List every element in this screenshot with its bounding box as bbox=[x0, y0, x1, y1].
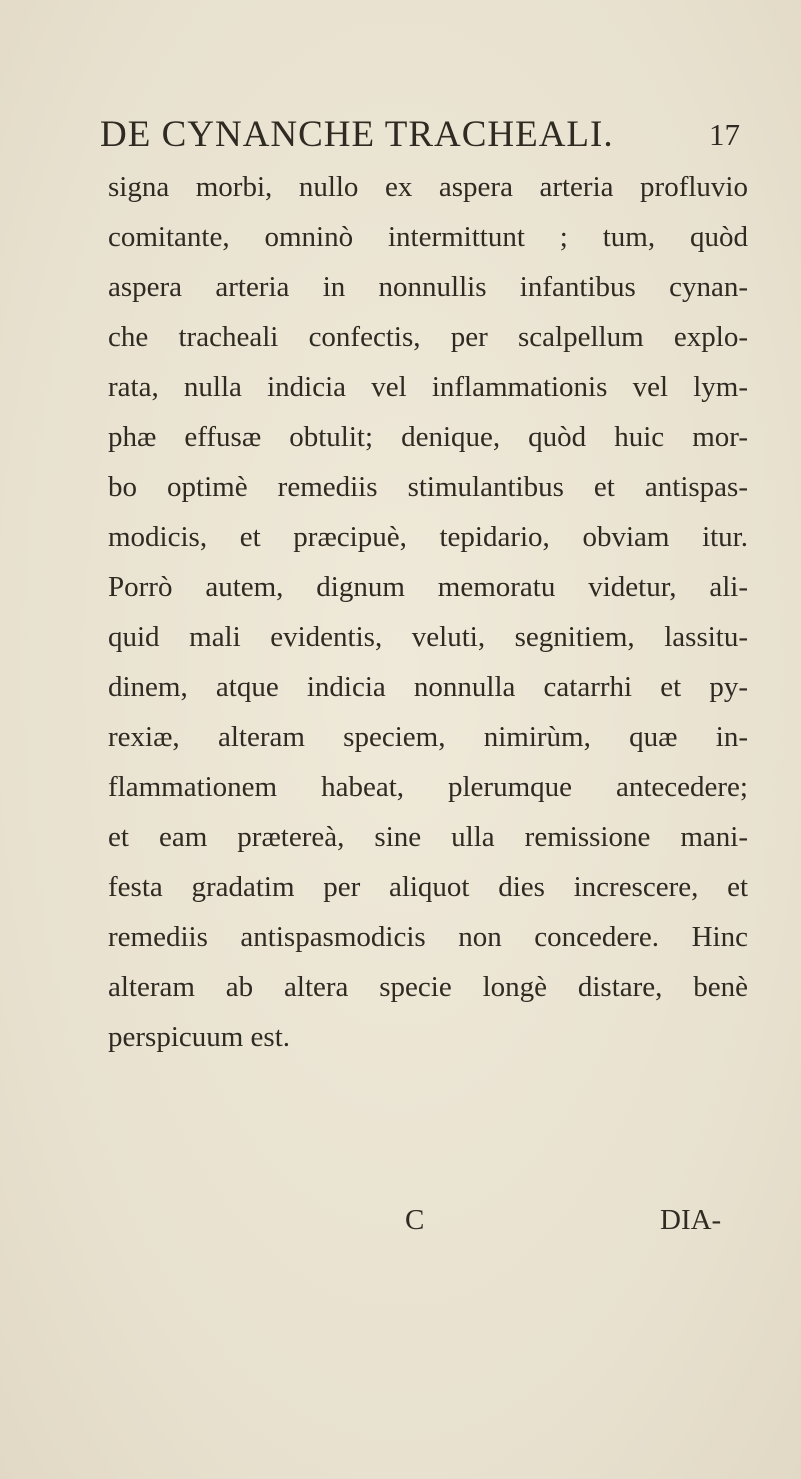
text-line: bo optimè remediis stimulantibus et antispas- bbox=[108, 471, 748, 503]
text-line: et eam prætereà, sine ulla remissione mani- bbox=[108, 821, 748, 853]
text-line: aspera arteria in nonnullis infantibus cynan- bbox=[108, 271, 748, 303]
running-title: DE CYNANCHE TRACHEALI. bbox=[100, 114, 614, 155]
text-line: remediis antispasmodicis non concedere. Hinc bbox=[108, 921, 748, 953]
text-line: Porrò autem, dignum memoratu videtur, ali- bbox=[108, 571, 748, 603]
text-line: phæ effusæ obtulit; denique, quòd huic mor- bbox=[108, 421, 748, 453]
text-line: signa morbi, nullo ex aspera arteria profluvio bbox=[108, 171, 748, 203]
text-line: perspicuum est. bbox=[108, 1021, 291, 1053]
text-line: comitante, omninò intermittunt ; tum, quòd bbox=[108, 221, 748, 253]
text-line: alteram ab altera specie longè distare, benè bbox=[108, 971, 748, 1003]
body-text bbox=[108, 162, 748, 1062]
text-line: flammationem habeat, plerumque antecedere; bbox=[108, 771, 748, 803]
page-number: 17 bbox=[709, 117, 740, 152]
text-line: festa gradatim per aliquot dies increscere, et bbox=[108, 871, 748, 903]
text-line: modicis, et præcipuè, tepidario, obviam itur. bbox=[108, 521, 748, 553]
running-head bbox=[100, 110, 740, 160]
text-line: rata, nulla indicia vel inflammationis vel lym- bbox=[108, 371, 748, 403]
text-line: rexiæ, alteram speciem, nimirùm, quæ in- bbox=[108, 721, 748, 753]
text-line: dinem, atque indicia nonnulla catarrhi et py- bbox=[108, 671, 748, 703]
catchword: DIA- bbox=[660, 1204, 722, 1236]
signature-mark: C bbox=[405, 1204, 425, 1236]
text-line: che tracheali confectis, per scalpellum explo- bbox=[108, 321, 748, 353]
page-footer bbox=[100, 1195, 740, 1245]
text-line: quid mali evidentis, veluti, segnitiem, lassitu- bbox=[108, 621, 748, 653]
